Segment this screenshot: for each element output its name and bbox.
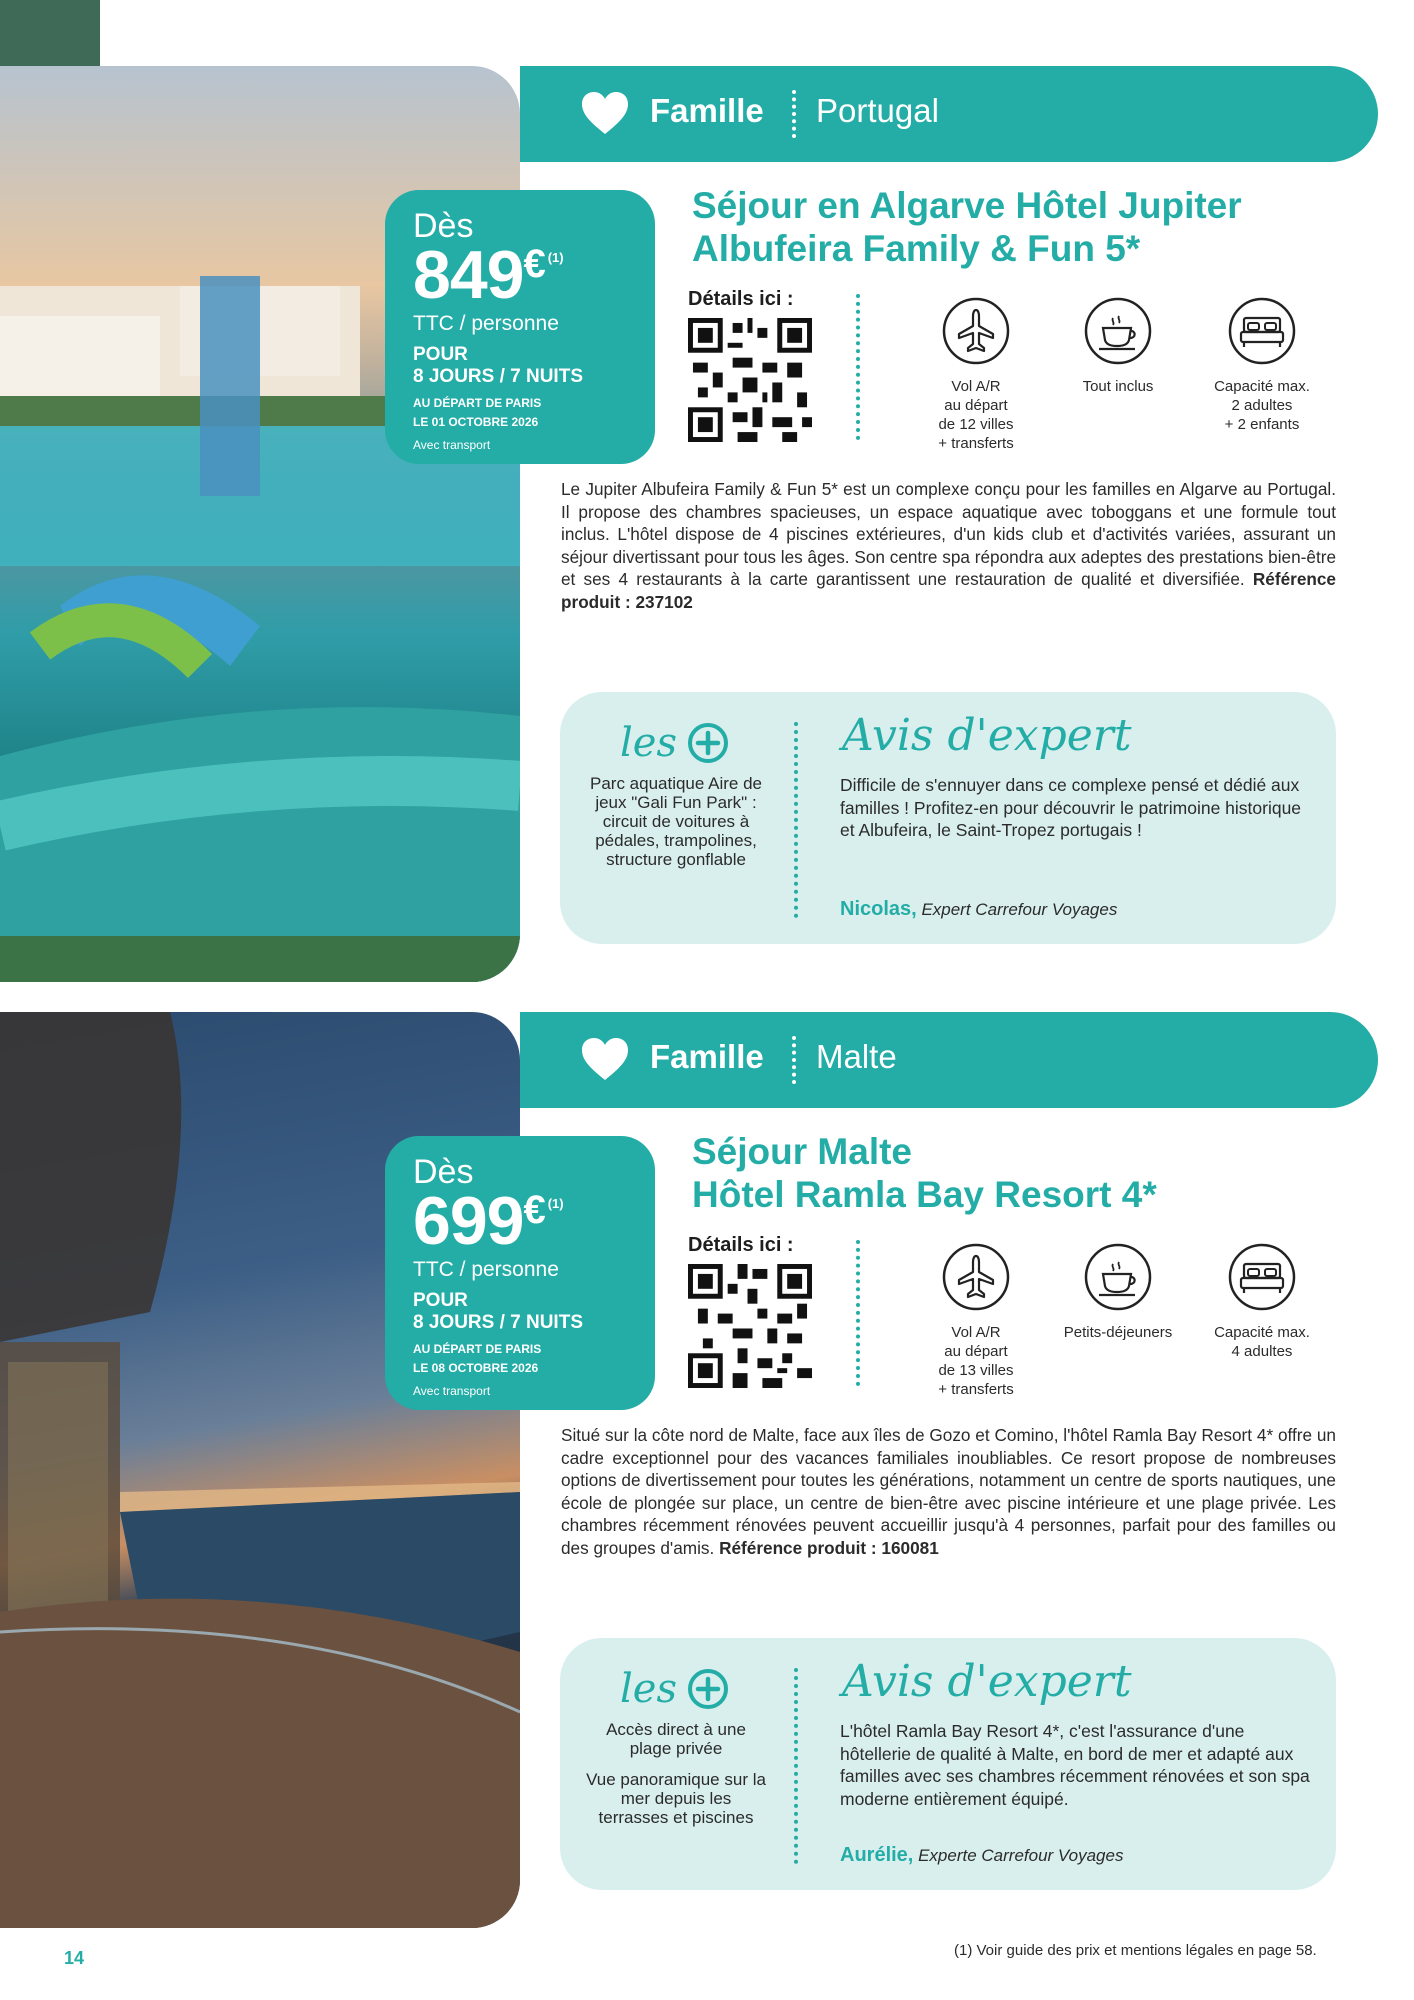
destination-label: Portugal	[816, 92, 939, 129]
offer-title-line2: Hôtel Ramla Bay Resort 4*	[692, 1174, 1157, 1215]
description-text: Situé sur la côte nord de Malte, face aux îles de Gozo et Comino, l'hôtel Ramla Bay Resort 4* offre un cadre exceptionnel pour des vacances familiales inoubliables. Ce resort propose de nombreuses options de divertissement pour toutes les générations, notamment un centre de sports nautiques, une école de plongée sur place, un centre de bien-être avec piscine intérieure et une plage privée. Les chambres récemment rénovées peuvent accueillir jusqu'à 4 personnes, parfait pour des familles ou des groupes d'amis.	[561, 1425, 1336, 1558]
bed-icon	[1227, 1242, 1297, 1312]
heart-icon	[580, 90, 630, 136]
legal-note: (1) Voir guide des prix et mentions légales en page 58.	[954, 1942, 1317, 1959]
plus-list	[584, 1720, 768, 1827]
details-label: Détails ici :	[688, 1234, 794, 1256]
feature-label: Tout inclus	[1082, 378, 1154, 395]
trip-duration: 8 JOURS / 7 NUITS	[413, 366, 583, 387]
offer-description	[561, 1424, 1336, 1559]
feature-board	[1048, 1242, 1188, 1342]
expert-name: Aurélie,	[840, 1844, 914, 1866]
description-text: Le Jupiter Albufeira Family & Fun 5* est un complexe conçu pour les familles en Algarve au Portugal. Il propose des chambres spacieuses, un espace aquatique avec toboggans et une formule tout inclus. L'hôtel dispose de 4 piscines extérieures, d'un kids club et d'activités variées, assurant un séjour divertissant pour tous les âges. Son centre spa répondra aux adeptes des prestations bien-être et ses 4 restaurants à la carte garantissent une restauration de qualité et diversifiée.	[561, 479, 1336, 589]
price-from: Dès	[413, 207, 474, 245]
avis-title: Avis d'expert	[842, 710, 1132, 761]
feature-label: Vol A/R au départ de 13 villes + transferts	[938, 1324, 1014, 1398]
offer-title	[692, 1130, 1157, 1216]
feature-flight	[906, 296, 1046, 453]
banner-separator	[792, 1036, 796, 1084]
cup-icon	[1083, 1242, 1153, 1312]
offer-description	[561, 478, 1336, 613]
plus-label: les	[620, 1666, 677, 1712]
expert-signature	[840, 1844, 1123, 1867]
offer-title-line2: Albufeira Family & Fun 5*	[692, 228, 1141, 269]
details-separator	[856, 294, 860, 440]
category-label: Famille	[650, 1038, 764, 1075]
expert-box	[560, 1638, 1336, 1890]
expert-signature	[840, 898, 1117, 921]
offer-title-line1: Séjour en Algarve Hôtel Jupiter	[692, 185, 1242, 226]
plus-item: Parc aquatique Aire de jeux "Gali Fun Park" : circuit de voitures à pédales, trampolines, structure gonflable	[589, 774, 762, 869]
expert-name: Nicolas,	[840, 898, 917, 920]
plus-heading	[620, 1666, 729, 1712]
category-label: Famille	[650, 92, 764, 129]
transport-note: Avec transport	[413, 1384, 491, 1398]
banner-separator	[792, 90, 796, 138]
price-box	[385, 190, 655, 464]
product-reference: Référence produit : 160081	[719, 1537, 939, 1558]
feature-label: Vol A/R au départ de 12 villes + transferts	[938, 378, 1014, 452]
plane-icon	[941, 1242, 1011, 1312]
price-currency: €	[523, 242, 546, 286]
cup-icon	[1083, 296, 1153, 366]
expert-role: Experte Carrefour Voyages	[918, 1846, 1124, 1865]
departure-city: AU DÉPART DE PARIS	[413, 396, 542, 410]
price-footnote: (1)	[547, 250, 564, 265]
price-from: Dès	[413, 1153, 474, 1191]
details-separator	[856, 1240, 860, 1386]
departure-date: LE 01 OCTOBRE 2026	[413, 415, 539, 429]
offer-card-malte	[0, 1012, 1414, 1942]
plus-item: Vue panoramique sur la mer depuis les terrasses et piscines	[586, 1770, 766, 1827]
price-unit: TTC / personne	[413, 312, 559, 335]
category-banner	[520, 1012, 1378, 1108]
price-amount: 849	[413, 237, 524, 313]
transport-note: Avec transport	[413, 438, 491, 452]
plus-circle-icon	[687, 1668, 729, 1710]
destination-label: Malte	[816, 1038, 897, 1075]
feature-label: Petits-déjeuners	[1063, 1324, 1173, 1341]
plus-label: les	[620, 720, 677, 766]
offer-title	[692, 184, 1242, 270]
trip-duration: 8 JOURS / 7 NUITS	[413, 1312, 583, 1333]
page-number: 14	[64, 1948, 85, 1968]
expert-role: Expert Carrefour Voyages	[921, 900, 1118, 919]
offer-title-line1: Séjour Malte	[692, 1131, 912, 1172]
bed-icon	[1227, 296, 1297, 366]
feature-label: Capacité max. 4 adultes	[1214, 1324, 1310, 1360]
product-reference: Référence produit : 237102	[561, 569, 1336, 612]
price-unit: TTC / personne	[413, 1258, 559, 1281]
plus-circle-icon	[687, 722, 729, 764]
details-label: Détails ici :	[688, 288, 794, 310]
price-amount: 699	[413, 1183, 524, 1259]
feature-capacity	[1192, 296, 1332, 434]
feature-board	[1048, 296, 1188, 396]
plane-icon	[941, 296, 1011, 366]
departure-city: AU DÉPART DE PARIS	[413, 1342, 542, 1356]
plus-item: Accès direct à une plage privée	[606, 1720, 746, 1758]
expert-separator	[794, 722, 798, 918]
feature-capacity	[1192, 1242, 1332, 1361]
price-footnote: (1)	[547, 1196, 564, 1211]
price-pour: POUR	[413, 344, 468, 365]
price-pour: POUR	[413, 1290, 468, 1311]
plus-heading	[620, 720, 729, 766]
avis-text: Difficile de s'ennuyer dans ce complexe pensé et dédié aux familles ! Profitez-en pour découvrir le patrimoine historique et Albufeira, le Saint-Tropez portugais !	[840, 775, 1302, 840]
heart-icon	[580, 1036, 630, 1082]
expert-box	[560, 692, 1336, 944]
avis-text: L'hôtel Ramla Bay Resort 4*, c'est l'assurance d'une hôtellerie de qualité à Malte, en bord de mer et adapté aux familles avec ses chambres récemment rénovées et son spa moderne entièrement équipé.	[840, 1721, 1310, 1809]
expert-separator	[794, 1668, 798, 1864]
departure-date: LE 08 OCTOBRE 2026	[413, 1361, 539, 1375]
feature-label: Capacité max. 2 adultes + 2 enfants	[1214, 378, 1310, 433]
price-currency: €	[523, 1188, 546, 1232]
price-box	[385, 1136, 655, 1410]
qr-code[interactable]	[688, 1264, 812, 1388]
category-banner	[520, 66, 1378, 162]
plus-list	[584, 774, 768, 869]
avis-title: Avis d'expert	[842, 1656, 1132, 1707]
feature-flight	[906, 1242, 1046, 1399]
qr-code[interactable]	[688, 318, 812, 442]
offer-card-portugal	[0, 66, 1414, 996]
